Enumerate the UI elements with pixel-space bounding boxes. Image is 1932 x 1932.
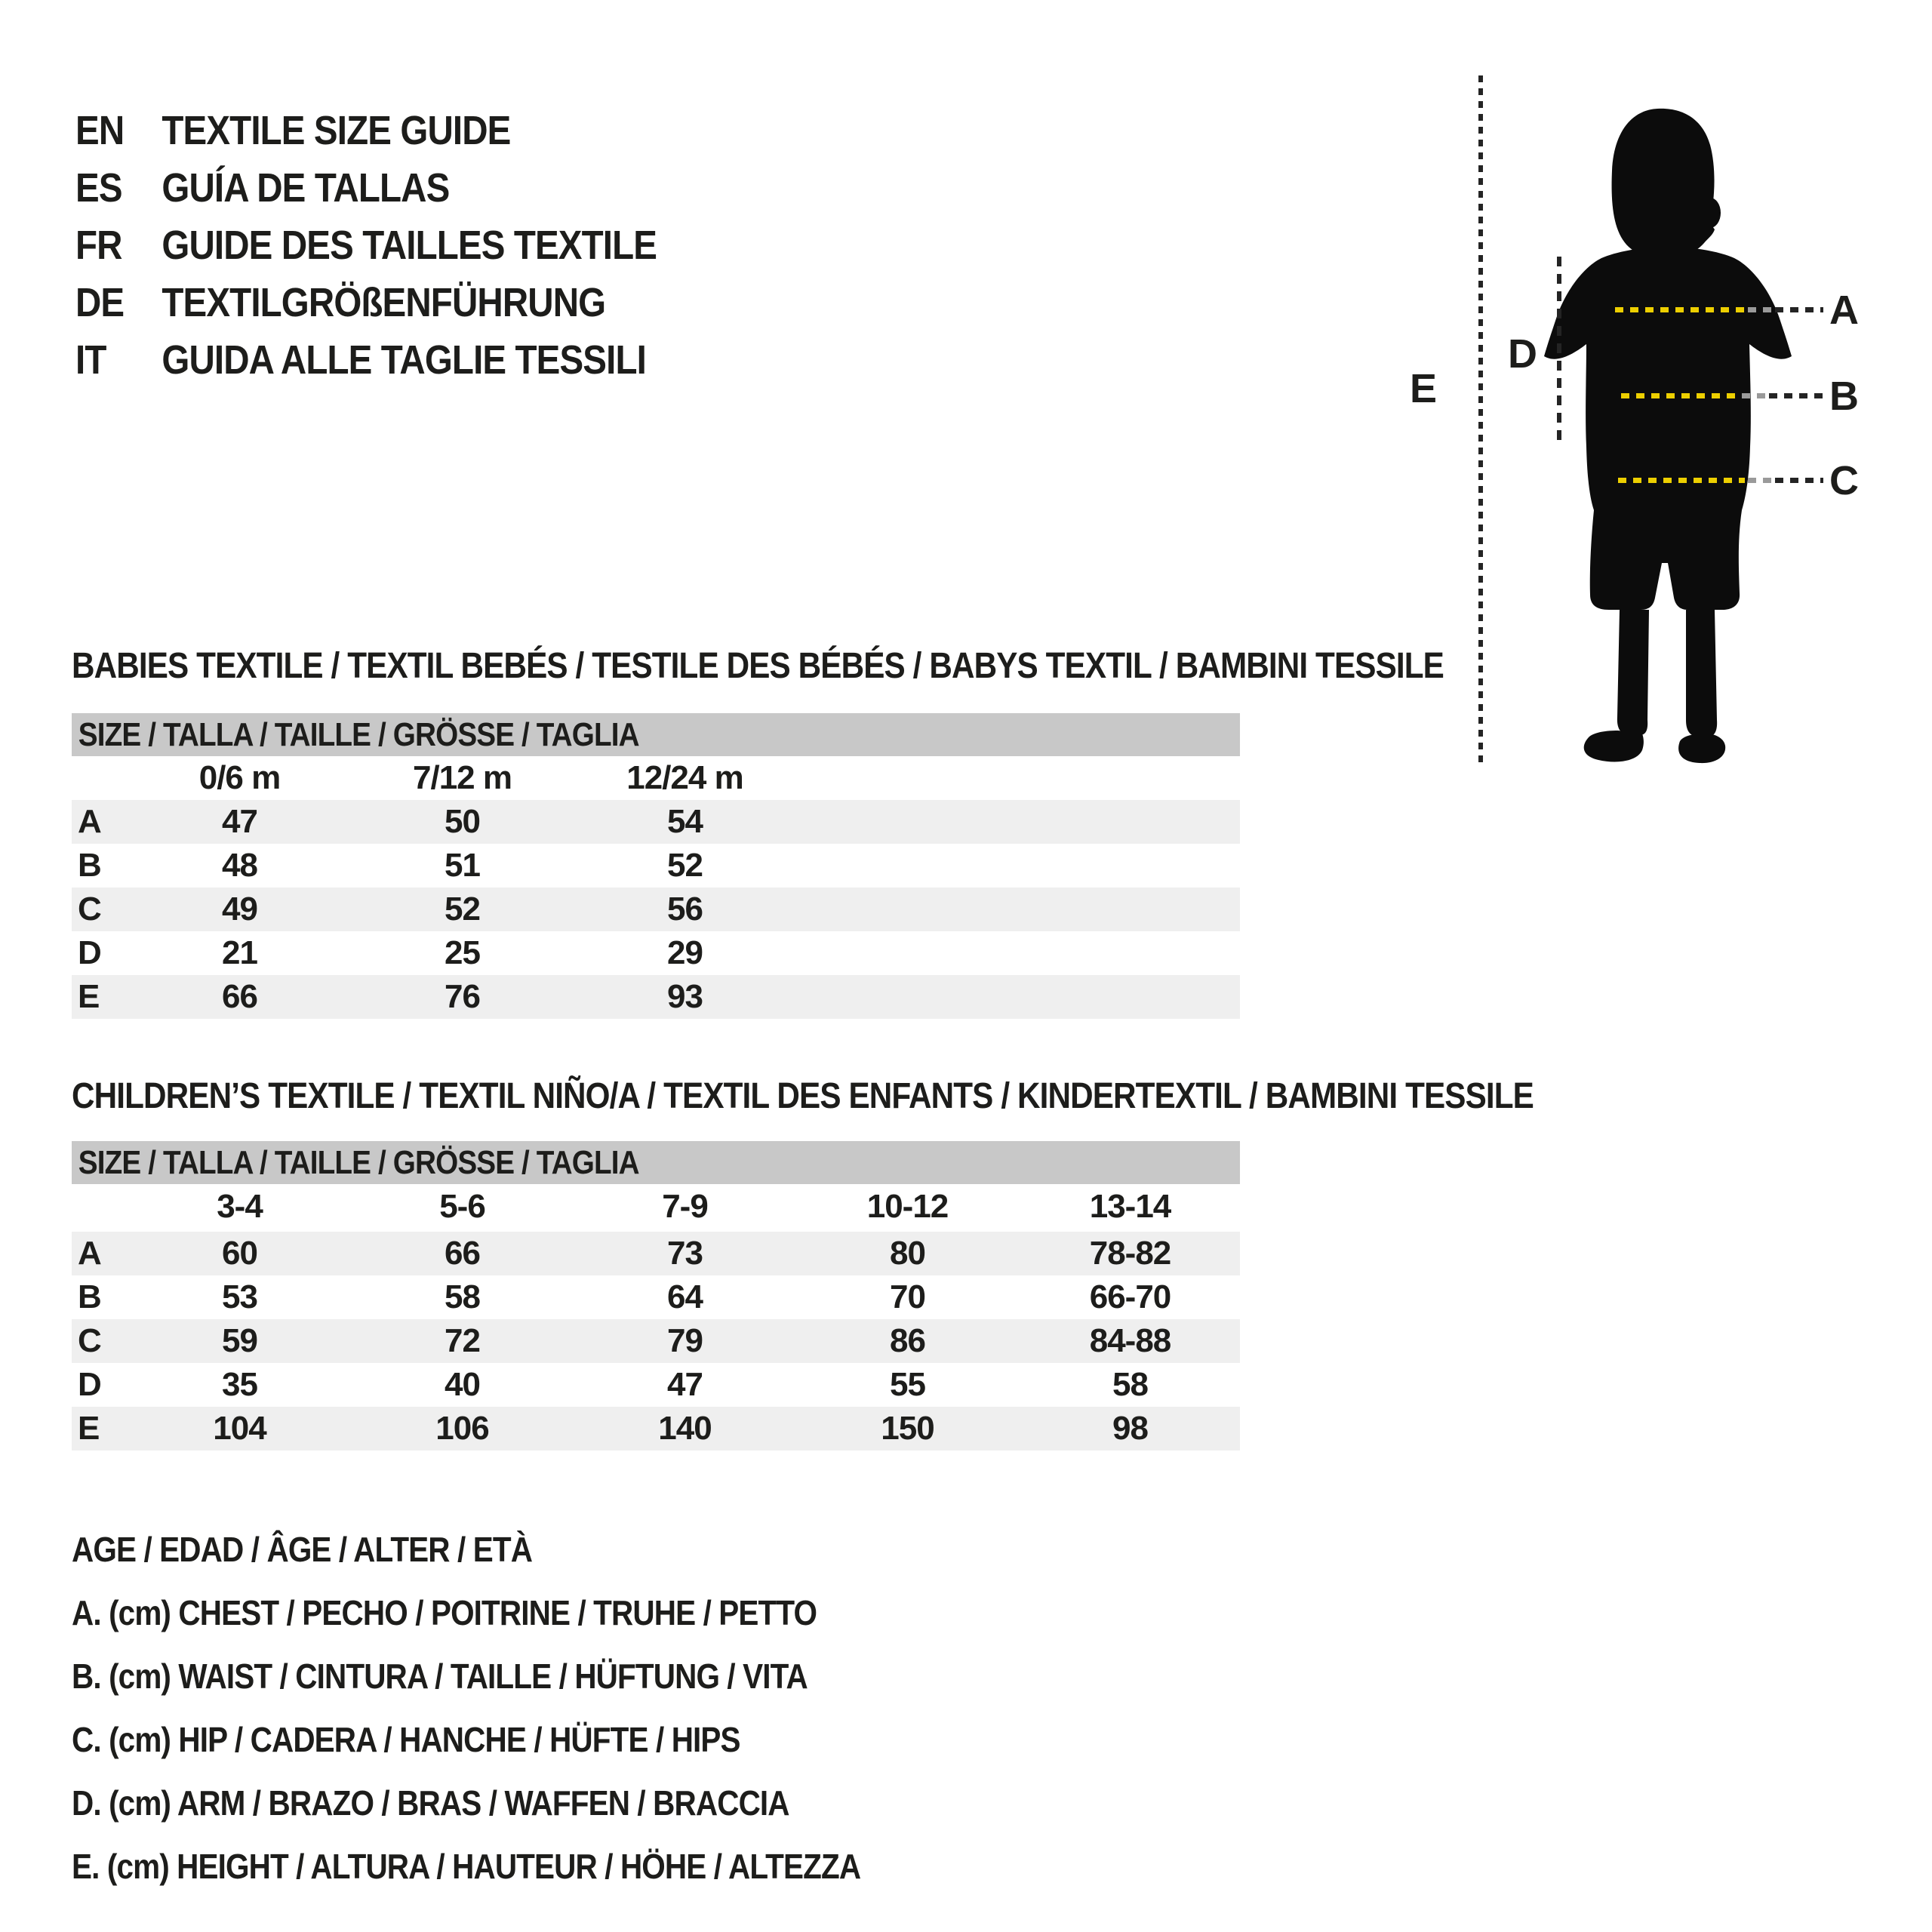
cell-value: 78-82 xyxy=(1089,1235,1171,1272)
waist-measure-leader-b xyxy=(1769,393,1823,398)
cell-value: 60 xyxy=(222,1235,257,1272)
cell-value: 106 xyxy=(435,1410,489,1447)
legend-arm-line: D. (cm) ARM / BRAZO / BRAS / WAFFEN / BRACCIA xyxy=(72,1783,789,1823)
chest-measure-line-a-fade xyxy=(1748,307,1772,312)
cell-value: 25 xyxy=(445,934,480,971)
measurement-legend xyxy=(72,1531,968,1911)
row-label: B xyxy=(78,847,101,884)
cell-value: 93 xyxy=(667,978,703,1015)
cell-value: 29 xyxy=(667,934,703,971)
legend-age-line: AGE / EDAD / ÂGE / ALTER / ETÀ xyxy=(72,1530,533,1569)
babies-section-title: BABIES TEXTILE / TEXTIL BEBÉS / TESTILE DES BÉBÉS / BABYS TEXTIL / BAMBINI TESSILE xyxy=(72,646,1444,686)
row-label: E xyxy=(78,978,100,1015)
cell-value: 72 xyxy=(445,1322,480,1359)
guide-title-fr: GUIDE DES TAILLES TEXTILE xyxy=(162,223,657,268)
row-label: A xyxy=(78,803,101,840)
cell-value: 140 xyxy=(658,1410,712,1447)
measure-label-d: D xyxy=(1508,331,1537,377)
measure-label-c: C xyxy=(1829,458,1859,503)
cell-value: 35 xyxy=(222,1366,257,1403)
measure-label-a: A xyxy=(1829,288,1859,333)
cell-value: 58 xyxy=(445,1278,480,1315)
cell-value: 66-70 xyxy=(1089,1278,1171,1315)
babies-col-7-12m: 7/12 m xyxy=(413,759,512,796)
waist-measure-line-b-fade xyxy=(1742,393,1766,398)
hip-measure-line-c xyxy=(1618,478,1745,483)
language-code: DE xyxy=(75,280,125,325)
children-section-title: CHILDREN’S TEXTILE / TEXTIL NIÑO/A / TEXTIL DES ENFANTS / KINDERTEXTIL / BAMBINI TESSILE xyxy=(72,1076,1534,1116)
cell-value: 150 xyxy=(881,1410,934,1447)
row-label: C xyxy=(78,1322,101,1359)
children-col-3-4: 3-4 xyxy=(217,1188,263,1225)
cell-value: 52 xyxy=(445,891,480,928)
cell-value: 40 xyxy=(445,1366,480,1403)
cell-value: 64 xyxy=(667,1278,703,1315)
children-row-e xyxy=(72,1407,1240,1451)
children-col-13-14: 13-14 xyxy=(1089,1188,1171,1225)
children-col-5-6: 5-6 xyxy=(439,1188,485,1225)
row-label: A xyxy=(78,1235,101,1272)
hip-measure-leader-c xyxy=(1775,478,1823,483)
cell-value: 55 xyxy=(890,1366,925,1403)
cell-value: 104 xyxy=(213,1410,266,1447)
children-row-b xyxy=(72,1275,1240,1319)
children-row-c xyxy=(72,1319,1240,1363)
legend-waist-line: B. (cm) WAIST / CINTURA / TAILLE / HÜFTUNG / VITA xyxy=(72,1657,808,1696)
guide-title-it: GUIDA ALLE TAGLIE TESSILI xyxy=(162,337,646,383)
cell-value: 21 xyxy=(222,934,257,971)
babies-row-d xyxy=(72,931,1240,975)
cell-value: 52 xyxy=(667,847,703,884)
guide-title-en: TEXTILE SIZE GUIDE xyxy=(162,108,511,153)
children-col-10-12: 10-12 xyxy=(866,1188,949,1225)
cell-value: 48 xyxy=(222,847,257,884)
language-row-it xyxy=(75,331,736,389)
babies-row-e xyxy=(72,975,1240,1019)
row-label: D xyxy=(78,1366,101,1403)
language-row-fr xyxy=(75,217,736,274)
babies-size-header-bar: SIZE / TALLA / TAILLE / GRÖSSE / TAGLIA xyxy=(72,713,1240,756)
babies-col-12-24m: 12/24 m xyxy=(626,759,743,796)
cell-value: 70 xyxy=(890,1278,925,1315)
waist-measure-line-b xyxy=(1621,393,1739,398)
cell-value: 47 xyxy=(667,1366,703,1403)
language-row-es xyxy=(75,159,736,217)
cell-value: 49 xyxy=(222,891,257,928)
cell-value: 76 xyxy=(445,978,480,1015)
children-row-d xyxy=(72,1363,1240,1407)
cell-value: 50 xyxy=(445,803,480,840)
children-col-7-9: 7-9 xyxy=(662,1188,708,1225)
chest-measure-line-a xyxy=(1615,307,1745,312)
cell-value: 86 xyxy=(890,1322,925,1359)
language-title-list xyxy=(75,102,736,389)
cell-value: 66 xyxy=(445,1235,480,1272)
legend-chest-line: A. (cm) CHEST / PECHO / POITRINE / TRUHE / PETTO xyxy=(72,1593,817,1632)
language-code: FR xyxy=(75,223,122,268)
children-column-header-row xyxy=(72,1185,1240,1229)
language-row-de xyxy=(75,274,736,331)
language-code: ES xyxy=(75,165,122,211)
children-size-header-bar: SIZE / TALLA / TAILLE / GRÖSSE / TAGLIA xyxy=(72,1141,1240,1184)
chest-measure-leader-a xyxy=(1775,307,1823,312)
guide-title-de: TEXTILGRÖßENFÜHRUNG xyxy=(162,280,606,325)
cell-value: 84-88 xyxy=(1089,1322,1171,1359)
cell-value: 56 xyxy=(667,891,703,928)
cell-value: 58 xyxy=(1112,1366,1148,1403)
language-code: EN xyxy=(75,108,125,153)
row-label: C xyxy=(78,891,101,928)
babies-row-a xyxy=(72,800,1240,844)
row-label: E xyxy=(78,1410,100,1447)
cell-value: 59 xyxy=(222,1322,257,1359)
language-code: IT xyxy=(75,337,106,383)
cell-value: 79 xyxy=(667,1322,703,1359)
arm-measure-line-d xyxy=(1557,257,1561,441)
language-row-en xyxy=(75,102,736,159)
cell-value: 80 xyxy=(890,1235,925,1272)
children-row-a xyxy=(72,1232,1240,1275)
cell-value: 66 xyxy=(222,978,257,1015)
babies-row-c xyxy=(72,888,1240,931)
measure-label-b: B xyxy=(1829,374,1859,419)
legend-height-line: E. (cm) HEIGHT / ALTURA / HAUTEUR / HÖHE / ALTEZZA xyxy=(72,1847,861,1886)
cell-value: 54 xyxy=(667,803,703,840)
cell-value: 51 xyxy=(445,847,480,884)
babies-col-0-6m: 0/6 m xyxy=(198,759,281,796)
hip-measure-line-c-fade xyxy=(1748,478,1772,483)
measure-label-e: E xyxy=(1410,366,1438,411)
babies-row-b xyxy=(72,844,1240,888)
row-label: B xyxy=(78,1278,101,1315)
cell-value: 47 xyxy=(222,803,257,840)
cell-value: 98 xyxy=(1112,1410,1148,1447)
row-label: D xyxy=(78,934,101,971)
babies-column-header-row xyxy=(72,756,1240,800)
cell-value: 53 xyxy=(222,1278,257,1315)
legend-hip-line: C. (cm) HIP / CADERA / HANCHE / HÜFTE / HIPS xyxy=(72,1720,740,1759)
guide-title-es: GUÍA DE TALLAS xyxy=(162,165,450,211)
cell-value: 73 xyxy=(667,1235,703,1272)
